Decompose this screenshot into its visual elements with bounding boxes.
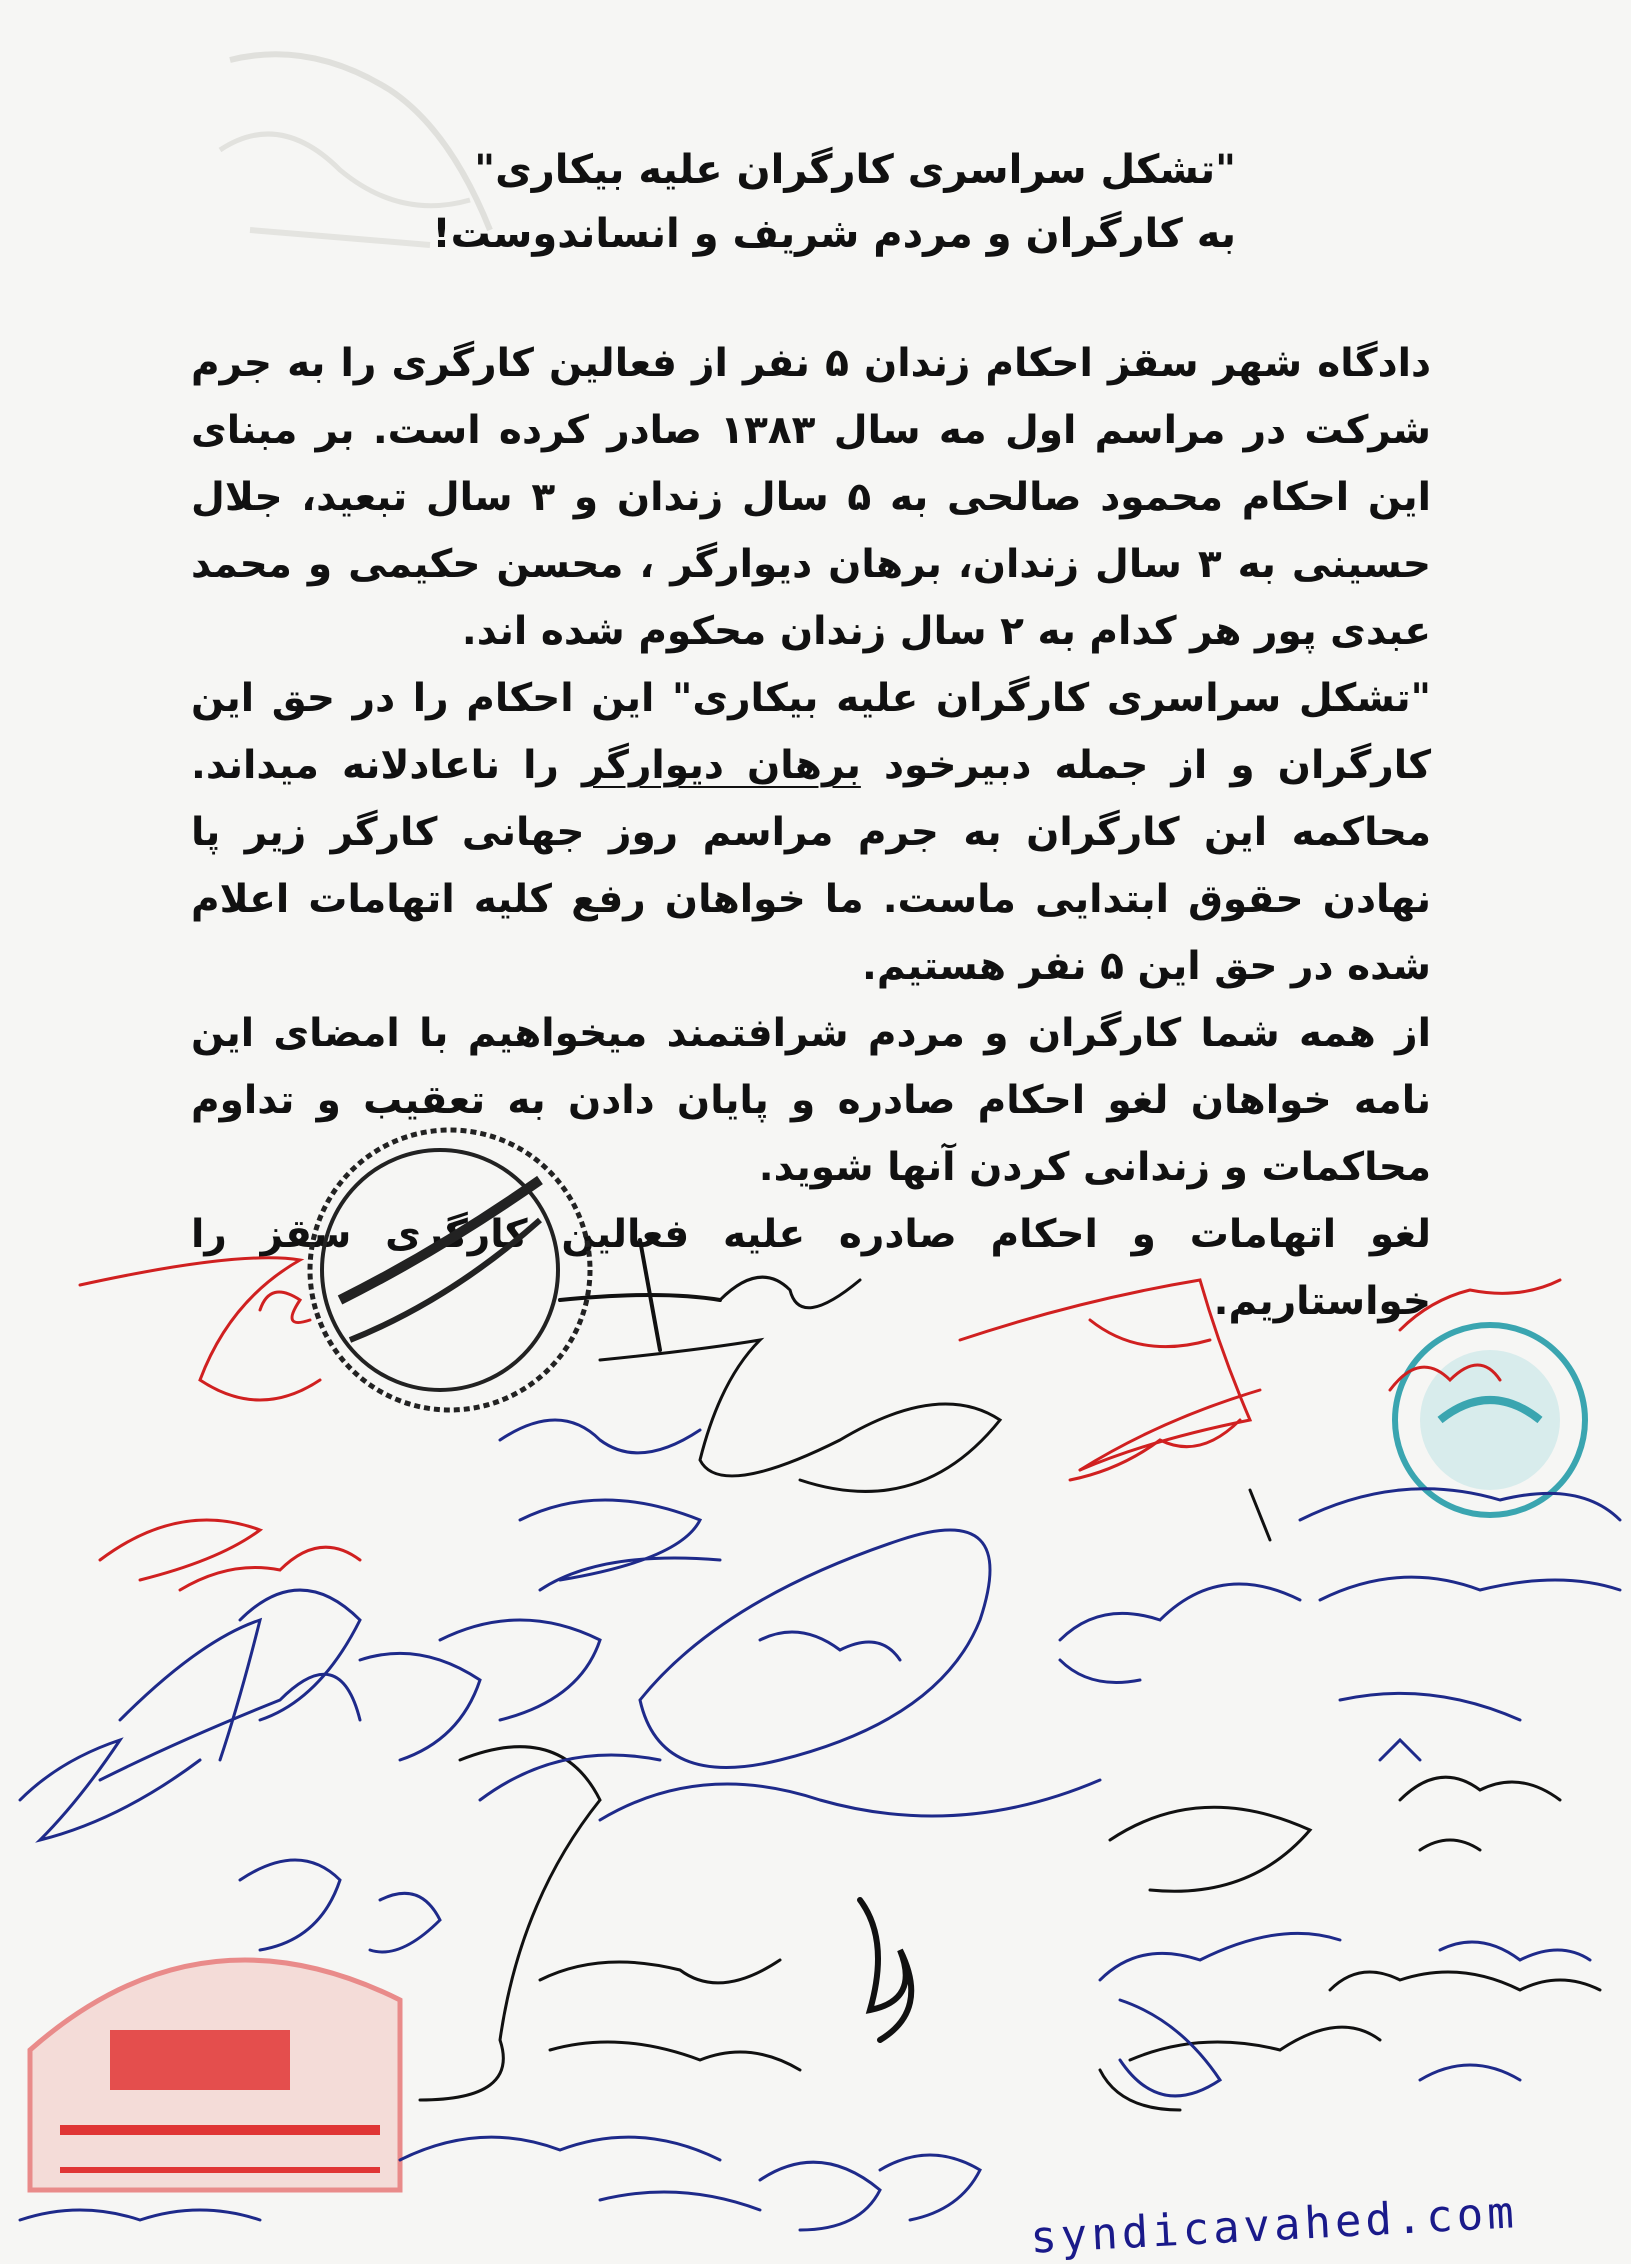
letter-title: "تشکل سراسری کارگران علیه بیکاری" [474, 147, 1236, 193]
paragraph-position-end: را ناعادلانه میداند. محاکمه این کارگران به جرم مراسم روز جهانی کارگر زیر پا نهادن حقوق ابتدایی ماست. ما خواهان رفع کلیه اتهامات اعلام شده در حق این ۵ نفر هستیم. [191, 743, 1431, 989]
stamp-teal-round [1395, 1325, 1585, 1515]
paragraph-position [191, 665, 1431, 1000]
stamp-red-union [30, 1960, 400, 2190]
paragraph-request: از همه شما کارگران و مردم شرافتمند میخواهیم با امضای این نامه خواهان لغو احکام صادره و پایان دادن به تعقیب و تداوم محاکمات و زندانی کردن آنها شوید. [191, 1011, 1431, 1190]
footer-url: syndicavahed.com [1028, 2187, 1519, 2264]
letter-body [191, 330, 1431, 1335]
paragraph-demand: لغو اتهامات و احکام صادره علیه فعالین کارگری سقز را خواستاریم. [191, 1212, 1431, 1324]
letter-header [336, 138, 1236, 266]
signatures-black [420, 1240, 1600, 2110]
underlined-name: برهان دیوارگر [582, 743, 861, 788]
signatures-blue [20, 1420, 1620, 2230]
paragraph-position-start: "تشکل سراسری کارگران علیه بیکاری" این احکام را در حق این کارگران و از جمله دبیرخود [191, 676, 1432, 788]
paragraph-verdicts: دادگاه شهر سقز احکام زندان ۵ نفر از فعالین کارگری را به جرم شرکت در مراسم اول مه سال ۱۳۸۳ صادر کرده است. بر مبنای این احکام محمود صالحی به ۵ سال زندان و ۳ سال تبعید، جلال حسینی به ۳ سال زندان، برهان دیوارگر ، محسن حکیمی و محمد عبدی پور هر کدام به ۲ سال زندان محکوم شده اند. [191, 341, 1431, 654]
letter-address: به کارگران و مردم شریف و انساندوست! [432, 211, 1236, 257]
